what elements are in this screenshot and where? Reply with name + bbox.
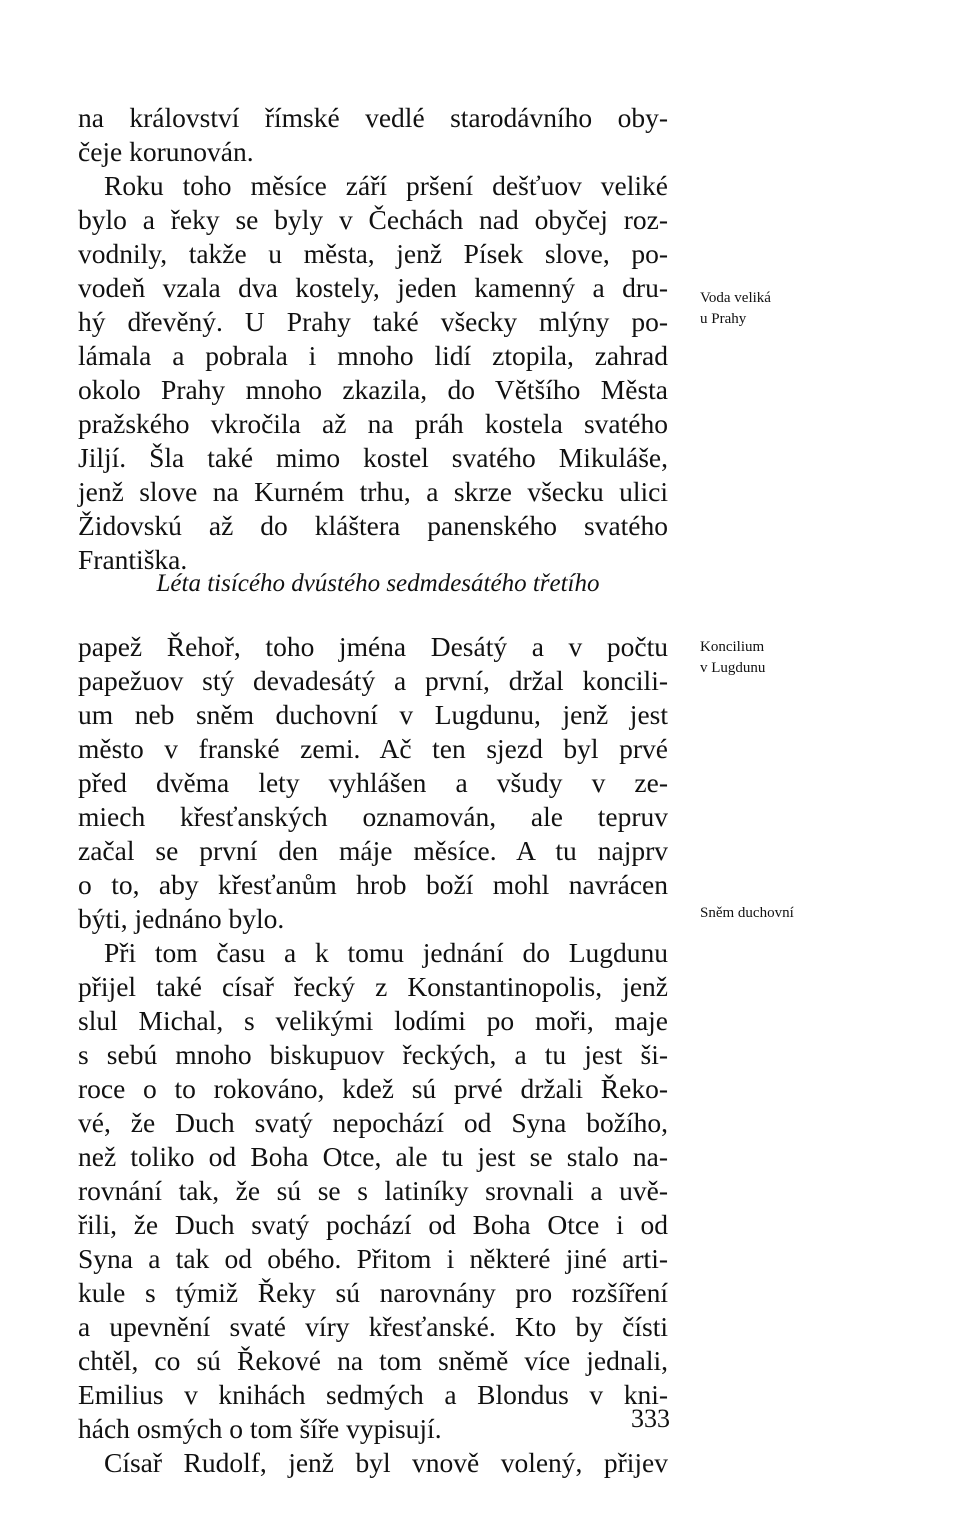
text-line: Při tom času a k tomu jednání do Lugdunu bbox=[104, 937, 668, 968]
margin-note-snem bbox=[700, 903, 850, 924]
margin-note-line: Sněm duchovní bbox=[700, 905, 794, 921]
text-line: vodeň vzala dva kostely, jeden kamenný a dru- bbox=[78, 272, 668, 303]
text-line: kule s týmiž Řeky sú narovnány pro rozšíření bbox=[78, 1277, 668, 1308]
text-line: o to, aby křesťanům hrob boží mohl navrácen bbox=[78, 869, 668, 900]
text-line: rovnání tak, že sú se s latiníky srovnali a uvě- bbox=[78, 1175, 668, 1206]
text-line: vé, že Duch svatý nepochází od Syna božího, bbox=[78, 1107, 668, 1138]
text-line: hý dřevěný. U Prahy také všecky mlýny po- bbox=[78, 306, 668, 337]
margin-note-line: v Lugdunu bbox=[700, 660, 766, 676]
text-line: hách osmých o tom šíře vypisují. bbox=[78, 1413, 442, 1444]
text-line: přijel také císař řecký z Konstantinopolis, jenž bbox=[78, 971, 668, 1002]
text-line: lámala a pobrala i mnoho lidí ztopila, zahrad bbox=[78, 340, 668, 371]
text-line: Císař Rudolf, jenž byl vnově volený, přijev bbox=[104, 1447, 668, 1478]
text-line: papež Řehoř, toho jména Desátý a v počtu bbox=[78, 631, 668, 662]
text-line: před dvěma lety vyhlášen a všudy v ze- bbox=[78, 767, 668, 798]
text-line: roce o to rokováno, kdež sú prvé držali Řeko- bbox=[78, 1073, 668, 1104]
margin-note-voda bbox=[700, 288, 850, 330]
text-line: Emilius v knihách sedmých a Blondus v kni- bbox=[78, 1379, 668, 1410]
text-line: Syna a tak od obého. Přitom i některé jiné arti- bbox=[78, 1243, 668, 1274]
text-line: než toliko od Boha Otce, ale tu jest se stalo na- bbox=[78, 1141, 668, 1172]
text-line: býti, jednáno bylo. bbox=[78, 903, 285, 934]
text-line: řili, že Duch svatý pochází od Boha Otce i od bbox=[78, 1209, 668, 1240]
text-line: um neb sněm duchovní v Lugdunu, jenž jest bbox=[78, 699, 668, 730]
text-line: a upevnění svaté víry křesťanské. Kto by čísti bbox=[78, 1311, 668, 1342]
text-line: pražského vkročila až na práh kostela svatého bbox=[78, 408, 668, 439]
section-heading: Léta tisícého dvústého sedmdesátého třetího bbox=[156, 570, 600, 597]
margin-note-line: Voda veliká bbox=[700, 290, 771, 306]
text-block-top bbox=[78, 101, 668, 577]
margin-note-line: u Prahy bbox=[700, 311, 747, 327]
text-line: Františka. bbox=[78, 544, 188, 575]
text-line: začal se první den máje měsíce. A tu najprv bbox=[78, 835, 668, 866]
text-line: město v franské zemi. Ač ten sjezd byl prvé bbox=[78, 733, 668, 764]
text-line: čeje korunován. bbox=[78, 136, 254, 167]
text-block-bottom bbox=[78, 630, 668, 1480]
text-line: na království římské vedlé starodávního oby- bbox=[78, 102, 668, 133]
text-line: papežuov stý devadesátý a první, držal koncili- bbox=[78, 665, 668, 696]
text-line: vodnily, takže u města, jenž Písek slove, po- bbox=[78, 238, 668, 269]
text-line: okolo Prahy mnoho zkazila, do Většího Města bbox=[78, 374, 668, 405]
page-number: 333 bbox=[631, 1404, 670, 1433]
text-line: slul Michal, s velikými lodími po moři, maje bbox=[78, 1005, 668, 1036]
text-line: miech křesťanských oznamován, ale tepruv bbox=[78, 801, 668, 832]
text-line: Roku toho měsíce září pršení dešťuov veliké bbox=[104, 170, 668, 201]
text-line: s sebú mnoho biskupuov řeckých, a tu jest ši- bbox=[78, 1039, 668, 1070]
text-line: Jiljí. Šla také mimo kostel svatého Mikuláše, bbox=[78, 442, 668, 473]
text-line: bylo a řeky se byly v Čechách nad obyčej roz- bbox=[78, 204, 668, 235]
text-line: chtěl, co sú Řekové na tom sněmě více jednali, bbox=[78, 1345, 668, 1376]
text-line: Židovskú až do kláštera panenského svatého bbox=[78, 510, 668, 541]
text-line: jenž slove na Kurném trhu, a skrze všecku ulici bbox=[78, 476, 668, 507]
margin-note-line: Koncilium bbox=[700, 639, 765, 655]
margin-note-koncilium bbox=[700, 637, 850, 679]
